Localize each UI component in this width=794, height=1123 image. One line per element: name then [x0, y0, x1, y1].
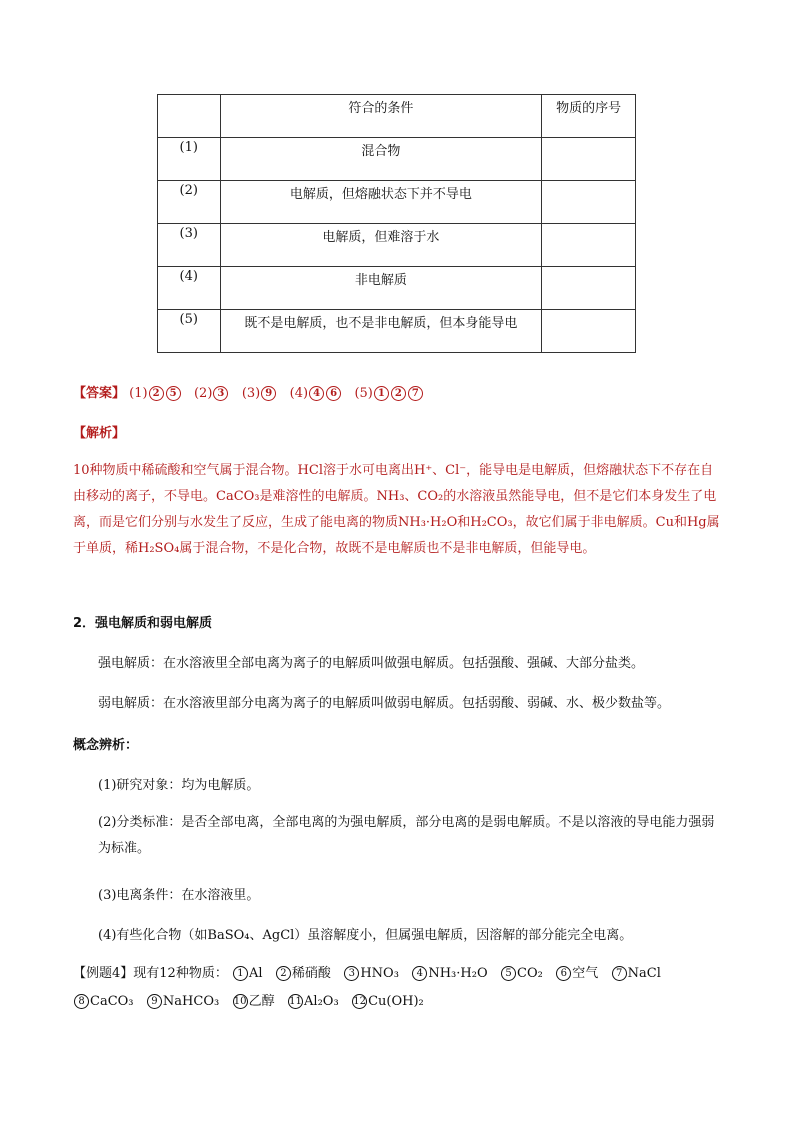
item-text: 稀硝酸 — [291, 966, 331, 981]
substance-item — [73, 994, 134, 1009]
substance-item — [343, 966, 399, 981]
row-number: (5) — [158, 310, 221, 353]
table-row — [158, 310, 636, 353]
row-answer — [542, 138, 636, 181]
item-number: 10 — [233, 996, 247, 1007]
answer-number: 6 — [326, 386, 341, 401]
table-row — [158, 181, 636, 224]
answer-part: (1) — [129, 386, 148, 401]
item-text: NaCl — [627, 966, 661, 981]
row-condition: 电解质，但熔融状态下并不导电 — [220, 181, 542, 224]
substance-item — [232, 994, 275, 1009]
example-question — [73, 960, 733, 1016]
item-number: 6 — [556, 966, 571, 981]
item-number: 4 — [412, 966, 427, 981]
substance-item — [275, 966, 331, 981]
table-header-cell — [158, 95, 221, 138]
item-number: 5 — [501, 966, 516, 981]
substance-item — [232, 966, 263, 981]
item-text: NaHCO₃ — [162, 994, 220, 1009]
answer-number: 5 — [166, 386, 181, 401]
analysis-text: 10种物质中稀硫酸和空气属于混合物。HCl溶于水可电离出H⁺、Cl⁻，能导电是电解质，但熔融状态下不存在自由移动的离子，不导电。CaCO₃是难溶性的电解质。NH₃、CO₂的水溶液虽然能导电，但不是它们本身发生了电离，而是它们分别与水发生了反应，生成了能电离的物质NH₃·H₂O和H₂CO₃，故它们属于非电解质。Cu和Hg属于单质，稀H₂SO₄属于混合物，不是化合物，故既不是电解质也不是非电解质，但能导电。 — [73, 463, 720, 556]
strong-electrolyte-definition: 强电解质：在水溶液里全部电离为离子的电解质叫做强电解质。包括强酸、强碱、大部分盐类。 — [98, 656, 645, 671]
answer-part: (5) — [354, 386, 373, 401]
row-number: (3) — [158, 224, 221, 267]
item-text: Al₂O₃ — [304, 994, 339, 1009]
example-label: 【例题4】现有12种物质： — [73, 966, 228, 981]
concept-point: (4)有些化合物（如BaSO₄、AgCl）虽溶解度小，但属强电解质，因溶解的部分能完全电离。 — [98, 928, 633, 943]
table-header-cell: 物质的序号 — [542, 95, 636, 138]
item-text: CO₂ — [517, 966, 543, 981]
answer-number: 2 — [149, 386, 164, 401]
substance-item — [500, 966, 543, 981]
row-answer — [542, 181, 636, 224]
item-text: 空气 — [572, 966, 599, 981]
answer-part: (3) — [241, 386, 261, 401]
row-condition: 既不是电解质，也不是非电解质，但本身能导电 — [220, 310, 542, 353]
substance-item — [611, 966, 661, 981]
item-number: 1 — [233, 966, 248, 981]
item-text: HNO₃ — [360, 966, 399, 981]
item-number: 3 — [344, 966, 359, 981]
answer-part: (4) — [289, 386, 309, 401]
concept-title: 概念辨析： — [73, 738, 139, 753]
row-condition: 电解质，但难溶于水 — [220, 224, 542, 267]
item-text: 乙醇 — [248, 994, 275, 1009]
analysis-label: 【解析】 — [73, 426, 126, 441]
row-answer — [542, 224, 636, 267]
answer-number: 1 — [374, 386, 389, 401]
table-row — [158, 224, 636, 267]
weak-electrolyte-definition: 弱电解质：在水溶液里部分电离为离子的电解质叫做弱电解质。包括弱酸、弱碱、水、极少数盐等。 — [98, 696, 671, 711]
row-condition: 非电解质 — [220, 267, 542, 310]
table-header-cell: 符合的条件 — [220, 95, 542, 138]
item-number: 9 — [147, 994, 162, 1009]
answer-number: 2 — [391, 386, 406, 401]
item-number: 2 — [276, 966, 291, 981]
row-answer — [542, 310, 636, 353]
answer-part: (2) — [193, 386, 213, 401]
concept-point: (3)电离条件：在水溶液里。 — [98, 888, 260, 903]
substance-item — [287, 994, 339, 1009]
concept-point: (2)分类标准：是否全部电离，全部电离的为强电解质，部分电离的是弱电解质。不是以溶液的导电能力强弱为标准。 — [98, 815, 715, 856]
answer-number: 4 — [309, 386, 324, 401]
substance-item — [411, 966, 487, 981]
substance-item — [146, 994, 219, 1009]
row-condition: 混合物 — [220, 138, 542, 181]
table-header-row — [158, 95, 636, 138]
row-number: (1) — [158, 138, 221, 181]
row-answer — [542, 267, 636, 310]
answer-line — [73, 382, 424, 401]
concept-point: (1)研究对象：均为电解质。 — [98, 778, 260, 793]
item-number: 12 — [353, 996, 366, 1007]
item-number: 8 — [74, 994, 89, 1009]
item-text: Cu(OH)₂ — [368, 994, 424, 1009]
row-number: (2) — [158, 181, 221, 224]
answer-number: 3 — [213, 386, 228, 401]
row-number: (4) — [158, 267, 221, 310]
item-number: 7 — [612, 966, 627, 981]
answer-number: 9 — [261, 386, 276, 401]
table-row — [158, 267, 636, 310]
conditions-table — [157, 94, 636, 353]
item-text: NH₃·H₂O — [428, 966, 488, 981]
answer-number: 7 — [408, 386, 423, 401]
item-text: Al — [248, 966, 263, 981]
substance-item — [351, 994, 424, 1009]
answer-label: 【答案】 — [73, 386, 126, 401]
item-number: 11 — [289, 996, 302, 1007]
substance-item — [555, 966, 598, 981]
item-text: CaCO₃ — [90, 994, 134, 1009]
section-title: 2．强电解质和弱电解质 — [73, 616, 213, 631]
table-row — [158, 138, 636, 181]
